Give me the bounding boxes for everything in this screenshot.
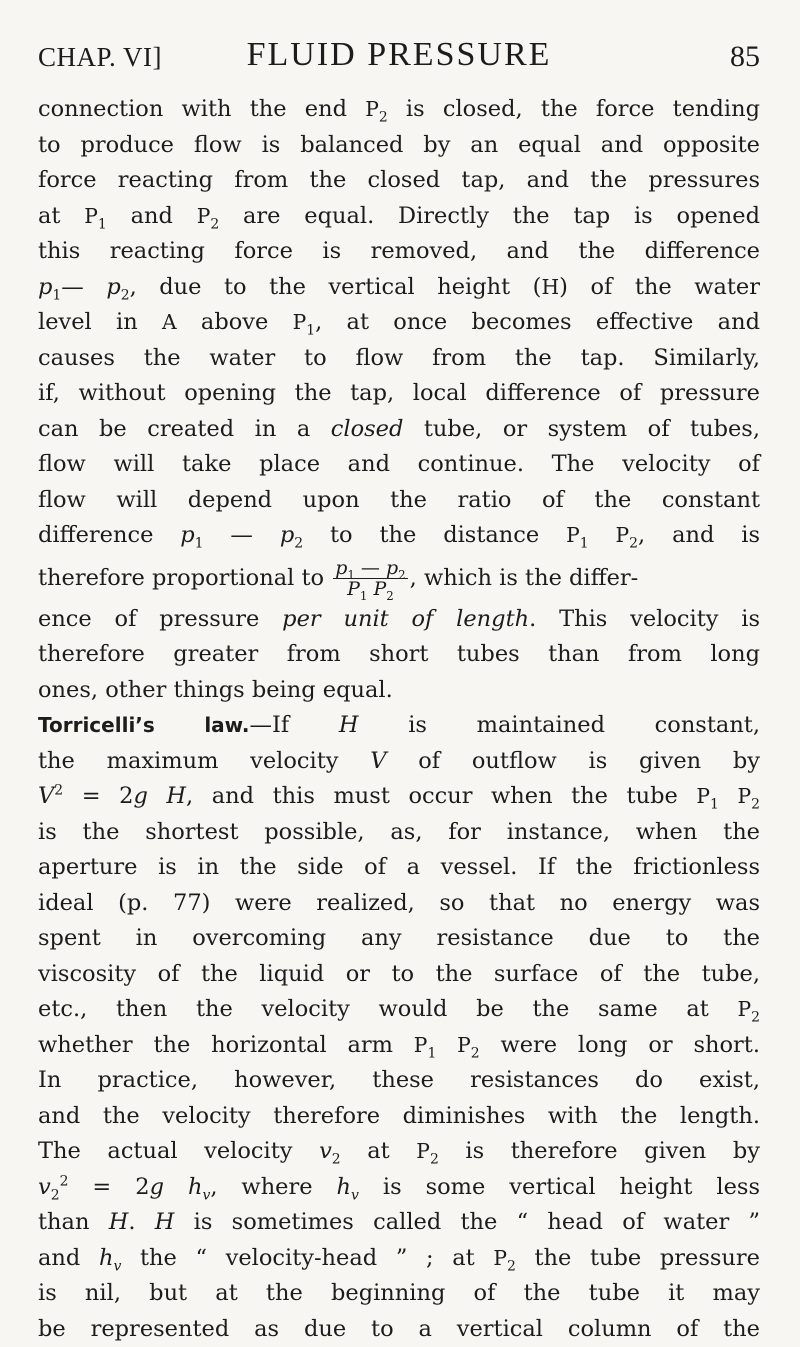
text-line-7: level in A above $P_1$, at once becomes effective and: [38, 305, 760, 341]
chapter-label: CHAP. VI]: [38, 42, 162, 73]
text-line-22: aperture is in the side of a vessel. If the frictionless: [38, 850, 760, 886]
text-line-17: ones, other things being equal.: [38, 673, 760, 709]
body-text: [38, 92, 760, 1347]
text-line-3: force reacting from the closed tap, and the pressures: [38, 163, 760, 199]
section-heading: Torricelli’s law.: [38, 713, 249, 737]
text-line-31: $v_2^2 = 2g$ $h_v$, where $h_v$ is some vertical height less: [38, 1170, 760, 1206]
text-line-29: and the velocity therefore diminishes with the length.: [38, 1099, 760, 1135]
text-line-19: the maximum velocity V of outflow is given by: [38, 744, 760, 780]
text-line-24: spent in overcoming any resistance due to the: [38, 921, 760, 957]
text-line-9: if, without opening the tap, local difference of pressure: [38, 376, 760, 412]
fraction-numerator: $p_1$ — $p_2$: [333, 558, 407, 579]
text-line-15: ence of pressure per unit of length. This velocity is: [38, 602, 760, 638]
text-line-32: than H. H is sometimes called the “ head of water ”: [38, 1205, 760, 1241]
text-line-12: flow will depend upon the ratio of the constant: [38, 483, 760, 519]
text-line-26: etc., then the velocity would be the same at $P_2$: [38, 992, 760, 1028]
text-line-4: at $P_1$ and $P_2$ are equal. Directly the tap is opened: [38, 199, 760, 235]
text-line-18: Torricelli’s law.—If H is maintained constant,: [38, 708, 760, 744]
page-number: 85: [730, 40, 760, 74]
fraction-denominator: $P_1$ $P_2$: [333, 579, 407, 599]
text-line-33: and $h_v$ the “ velocity-head ” ; at $P_2$ the tube pressure: [38, 1241, 760, 1277]
text-line-8: causes the water to flow from the tap. Similarly,: [38, 341, 760, 377]
text-line-23: ideal (p. 77) were realized, so that no energy was: [38, 886, 760, 922]
text-line-34: is nil, but at the beginning of the tube it may: [38, 1276, 760, 1312]
text-line-28: In practice, however, these resistances do exist,: [38, 1063, 760, 1099]
pressure-gradient-fraction: [333, 558, 407, 599]
text-line-13: difference $p_1$ — $p_2$ to the distance $P_1$ $P_2$, and is: [38, 518, 760, 554]
text-line-10: can be created in a closed tube, or system of tubes,: [38, 412, 760, 448]
text-line-25: viscosity of the liquid or to the surface of the tube,: [38, 957, 760, 993]
text-line-2: to produce flow is balanced by an equal and opposite: [38, 128, 760, 164]
text-line-27: whether the horizontal arm $P_1$ $P_2$ were long or short.: [38, 1028, 760, 1064]
text-line-11: flow will take place and continue. The velocity of: [38, 447, 760, 483]
running-header: [38, 36, 760, 76]
text-line-6: $p_1—$ $p_2$, due to the vertical height (H) of the water: [38, 270, 760, 306]
text-line-35: be represented as due to a vertical column of the: [38, 1312, 760, 1347]
text-line-20: $V^2 = 2g$ H, and this must occur when the tube $P_1$ $P_2$: [38, 779, 760, 815]
text-line-16: therefore greater from short tubes than from long: [38, 637, 760, 673]
text-line-14: therefore proportional to $\frac{p_1 — p_2}{P_1 P_2}$ , which is the differ-: [38, 554, 760, 602]
text-line-1: connection with the end $P_2$ is closed, the force tending: [38, 92, 760, 128]
text-line-30: The actual velocity $v_2$ at $P_2$ is therefore given by: [38, 1134, 760, 1170]
running-title: FLUID PRESSURE: [38, 36, 760, 74]
text-line-21: is the shortest possible, as, for instance, when the: [38, 815, 760, 851]
text-line-5: this reacting force is removed, and the difference: [38, 234, 760, 270]
